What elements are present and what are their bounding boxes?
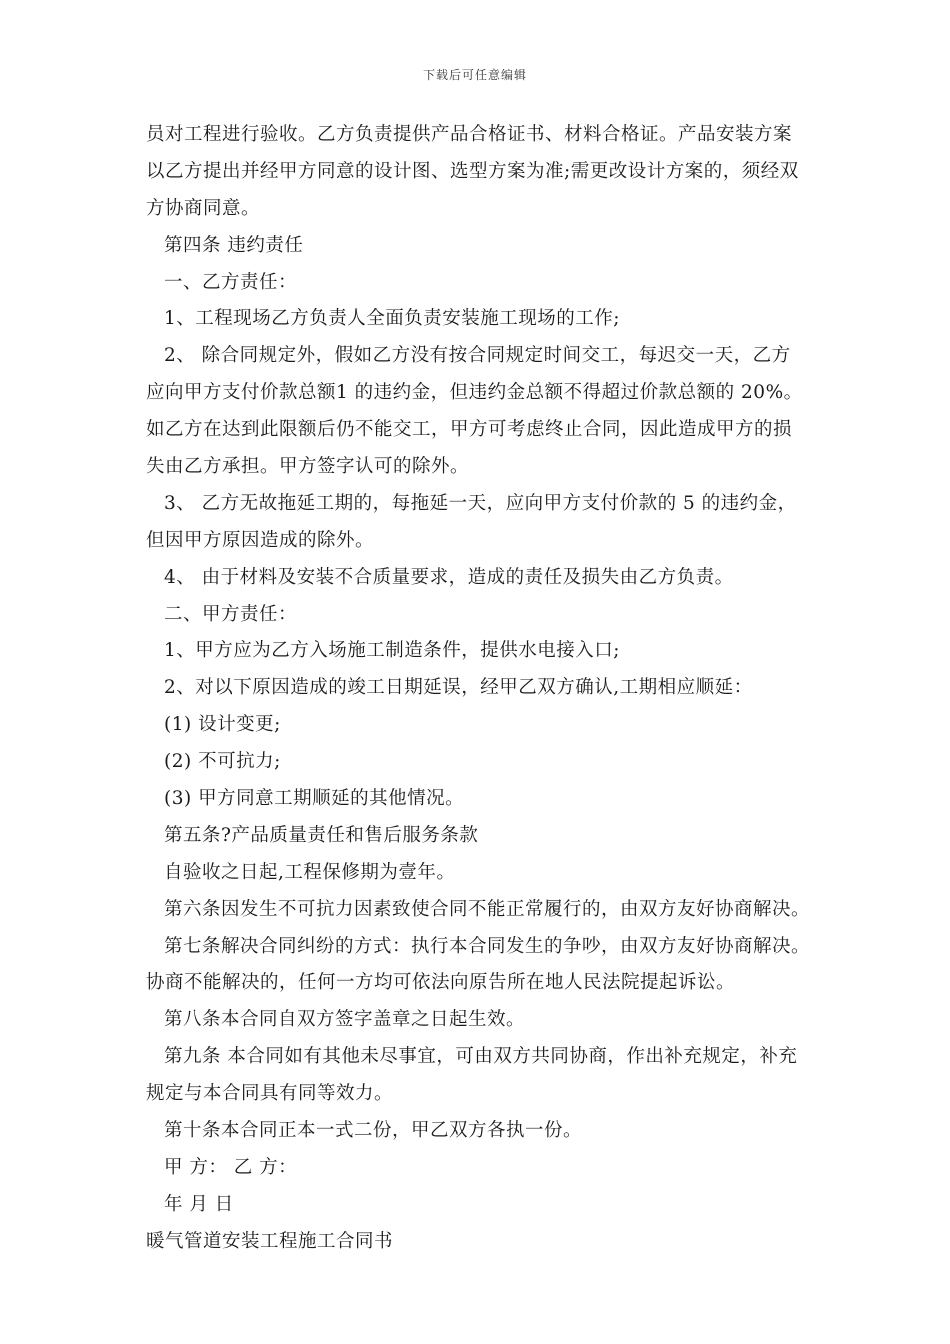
body-line-10: 失由乙方承担。甲方签字认可的除外。 [146, 456, 470, 478]
list-item-force-majeure: (2) 不可抗力; [164, 751, 281, 773]
body-line-21: 自验收之日起,工程保修期为壹年。 [164, 861, 456, 883]
article-9: 第九条 本合同如有其他未尽事宜，可由双方共同协商，作出补充规定，补充 [164, 1046, 798, 1068]
body-line-6: 1、工程现场乙方负责人全面负责安装施工现场的工作; [164, 308, 621, 330]
party-b-responsibility-heading: 一、乙方责任： [164, 271, 298, 293]
article-6: 第六条因发生不可抗力因素致使合同不能正常履行的，由双方友好协商解决。 [164, 898, 811, 920]
body-line-2: 以乙方提出并经甲方同意的设计图、选型方案为准;需更改设计方案的，须经双 [146, 160, 799, 182]
body-line-13: 4、 由于材料及安装不合质量要求，造成的责任及损失由乙方负责。 [164, 566, 734, 588]
party-a-responsibility-heading: 二、甲方责任： [164, 603, 298, 625]
body-line-3: 方协商同意。 [146, 197, 261, 219]
contract-title: 暖气管道安装工程施工合同书 [146, 1230, 394, 1252]
article-7: 第七条解决合同纠纷的方式：执行本合同发生的争吵，由双方友好协商解决。 [164, 935, 811, 957]
list-item-design-change: (1) 设计变更; [164, 714, 281, 736]
document-body [146, 117, 836, 1261]
body-line-9: 如乙方在达到此限额后仍不能交工，甲方可考虑终止合同，因此造成甲方的损 [146, 419, 793, 441]
body-line-12: 但因甲方原因造成的除外。 [146, 529, 375, 551]
body-line-7: 2、 除合同规定外，假如乙方没有按合同规定时间交工，每迟交一天，乙方 [164, 345, 791, 367]
body-line-15: 1、甲方应为乙方入场施工制造条件，提供水电接入口; [164, 640, 621, 662]
signature-date: 年 月 日 [164, 1193, 234, 1215]
page-header-note: 下载后可任意编辑 [422, 68, 527, 82]
list-item-other: (3) 甲方同意工期顺延的其他情况。 [164, 788, 465, 810]
body-line-24: 协商不能解决的，任何一方均可依法向原告所在地人民法院提起诉讼。 [146, 972, 736, 994]
article-10: 第十条本合同正本一式二份，甲乙双方各执一份。 [164, 1120, 583, 1142]
body-line-1: 员对工程进行验收。乙方负责提供产品合格证书、材料合格证。产品安装方案 [146, 124, 793, 145]
signature-parties: 甲 方： 乙 方： [164, 1156, 298, 1178]
article-8: 第八条本合同自双方签字盖章之日起生效。 [164, 1009, 526, 1031]
body-line-27: 规定与本合同具有同等效力。 [146, 1083, 394, 1105]
body-line-11: 3、 乙方无故拖延工期的，每拖延一天，应向甲方支付价款的 5 的违约金， [164, 492, 797, 514]
article-5-heading: 第五条?产品质量责任和售后服务条款 [164, 824, 479, 846]
article-4-heading: 第四条 违约责任 [164, 234, 304, 256]
body-line-16: 2、对以下原因造成的竣工日期延误，经甲乙双方确认,工期相应顺延： [164, 677, 753, 699]
body-line-8: 应向甲方支付价款总额1 的违约金，但违约金总额不得超过价款总额的 20%。 [146, 382, 803, 404]
